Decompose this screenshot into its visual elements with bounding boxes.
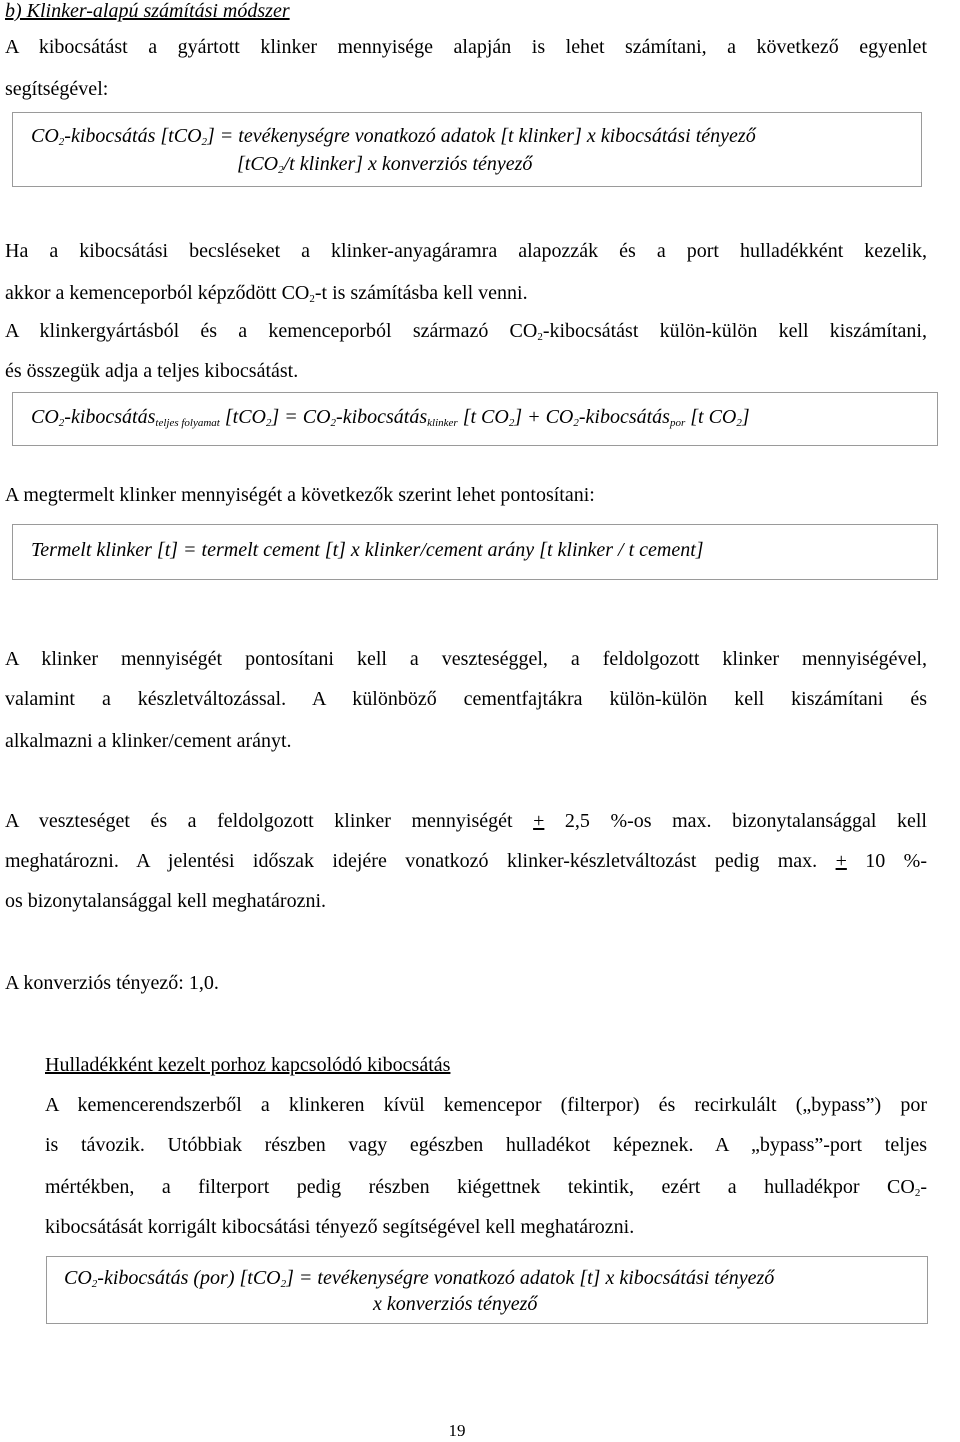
dust-paragraph-line-4: és összegük adja a teljes kibocsátást. — [5, 360, 299, 382]
formula-box-3 — [12, 524, 938, 580]
section-heading: b) Klinker-alapú számítási módszer — [5, 0, 290, 22]
uncertainty-paragraph-line-1: A veszteséget és a feldolgozott klinker mennyiségét + 2,5 %-os max. bizonytalansággal kell — [5, 810, 927, 832]
clinker-intro: A megtermelt klinker mennyiségét a következők szerint lehet pontosítani: — [5, 484, 595, 506]
intro-line-2: segítségével: — [5, 78, 109, 100]
dust-paragraph-line-3: A klinkergyártásból és a kemenceporból származó $CO_2$-kibocsátást külön-külön kell kiszámítani, — [5, 320, 927, 343]
plus-minus-sign: + — [835, 850, 847, 872]
precision-paragraph-line-3: alkalmazni a klinker/cement arányt. — [5, 730, 292, 752]
plus-minus-sign: + — [533, 810, 545, 832]
precision-paragraph-line-2: valamint a készletváltozással. A különböző cementfajtákra külön-külön kell kiszámítani és — [5, 688, 927, 710]
dust-paragraph-line-2: akkor a kemenceporból képződött $CO_2-t$ is számításba kell venni. — [5, 282, 528, 305]
formula-2-line: $CO_2-kibocsátás_{teljes folyamat}$ $[tCO_2] = CO_2-kibocsátás_{klinker}$ [t $CO_2$] + $CO_2-kibocsátás_{por}$ [t $CO_2$] — [31, 406, 750, 429]
uncertainty-paragraph-line-3: os bizonytalansággal kell meghatározni. — [5, 890, 327, 912]
kiln-paragraph-line-2: is távozik. Utóbbiak részben vagy egészben hulladékot képeznek. A „bypass”-port teljes — [45, 1134, 927, 1156]
formula-1-line-2: [tCO$_2$/t klinker] x konverziós tényező — [237, 153, 533, 176]
formula-4-line-2: x konverziós tényező — [373, 1293, 538, 1315]
uncertainty-paragraph-line-2: meghatározni. A jelentési időszak idejére vonatkozó klinker-készletváltozást pedig max. + 10 %- — [5, 850, 927, 872]
formula-box-4 — [46, 1256, 928, 1324]
formula-box-1 — [12, 112, 922, 187]
intro-line-1: A kibocsátást a gyártott klinker mennyisége alapján is lehet számítani, a következő egyenlet — [5, 36, 927, 58]
formula-box-2 — [12, 392, 938, 446]
dust-paragraph-line-1: Ha a kibocsátási becsléseket a klinker-anyagáramra alapozzák és a port hulladékként kezelik, — [5, 240, 927, 262]
conversion-factor: A konverziós tényező: 1,0. — [5, 972, 219, 994]
formula-3-line: Termelt klinker [t] = termelt cement [t] x klinker/cement arány [t klinker / t cement] — [31, 539, 704, 561]
page-number: 19 — [448, 1421, 466, 1440]
formula-4-line-1: $CO_2$-kibocsátás (por) [tCO$_2$] = tevékenységre vonatkozó adatok [t] x kibocsátási tényező — [64, 1267, 775, 1290]
subheading: Hulladékként kezelt porhoz kapcsolódó kibocsátás — [45, 1054, 451, 1076]
precision-paragraph-line-1: A klinker mennyiségét pontosítani kell a veszteséggel, a feldolgozott klinker mennyiségével, — [5, 648, 927, 670]
kiln-paragraph-line-1: A kemencerendszerből a klinkeren kívül kemencepor (filterpor) és recirkulált („bypass”) por — [45, 1094, 927, 1116]
formula-1-line-1: $CO_2$-kibocsátás [tCO$_2$] = tevékenységre vonatkozó adatok [t klinker] x kibocsátási tényező — [31, 125, 756, 148]
kiln-paragraph-line-4: kibocsátását korrigált kibocsátási tényező segítségével kell meghatározni. — [45, 1216, 635, 1238]
kiln-paragraph-line-3: mértékben, a filterport pedig részben kiégettnek tekintik, ezért a hulladékpor $CO_2-$ — [45, 1176, 927, 1199]
